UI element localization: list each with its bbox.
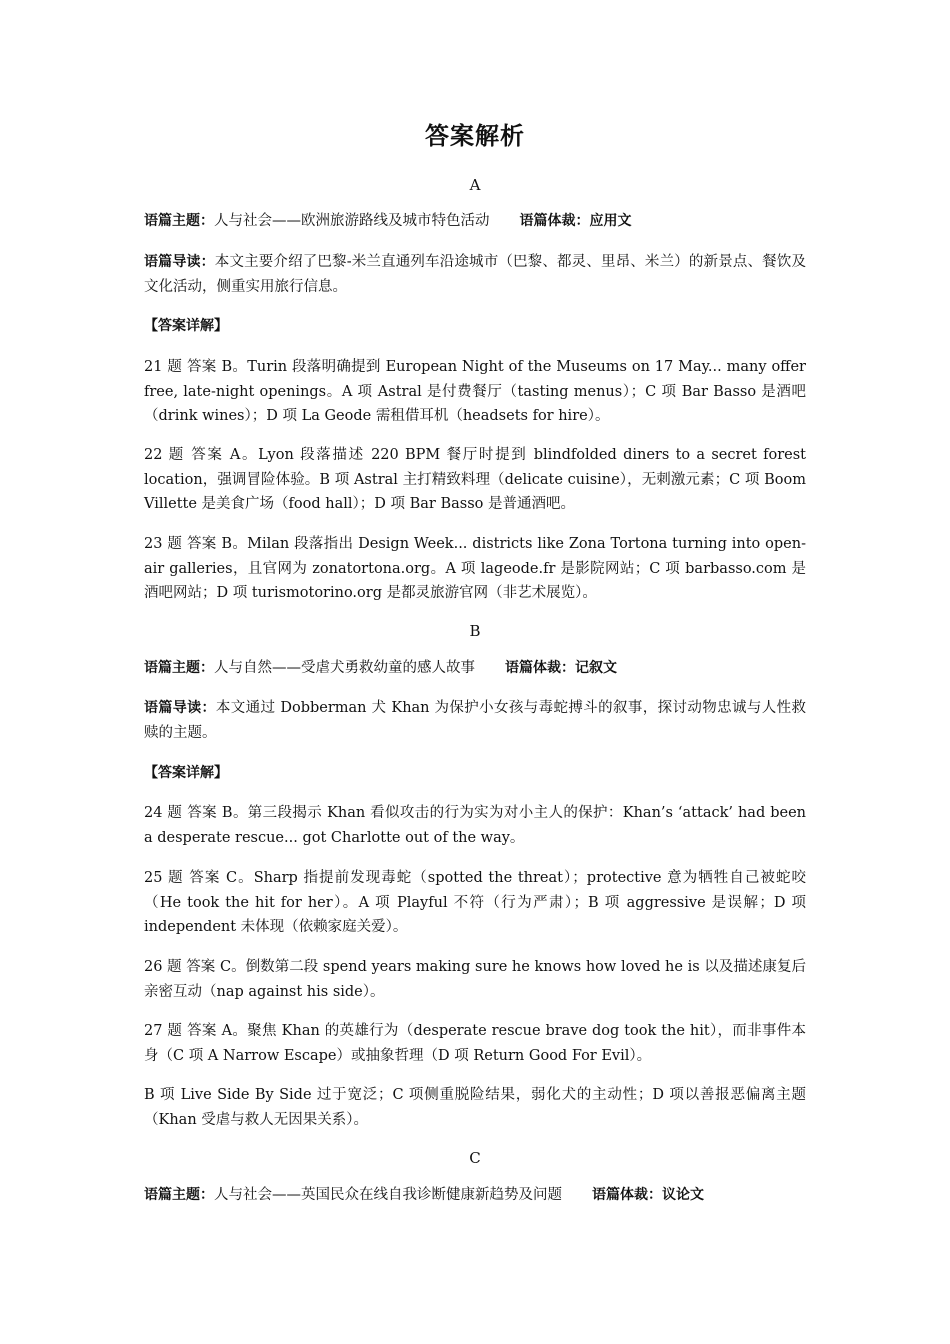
intro-text: 本文主要介绍了巴黎-米兰直通列车沿途城市（巴黎、都灵、里昂、米兰）的新景点、餐饮及文化活动，侧重实用旅行信息。 (144, 254, 806, 295)
answer-item-26: 26 题 答案 C。倒数第二段 spend years making sure he knows how loved he is 以及描述康复后亲密互动（nap against his side）。 (144, 959, 806, 1000)
genre-label: 语篇体裁： (519, 213, 590, 229)
section-a-intro (144, 250, 806, 299)
theme-text: 人与社会——英国民众在线自我诊断健康新趋势及问题 (214, 1187, 562, 1203)
section-a-theme-line (144, 209, 806, 234)
answer-item-27-note: B 项 Live Side By Side 过于宽泛；C 项侧重脱险结果，弱化犬的主动性；D 项以善报恶偏离主题（Khan 受虐与救人无因果关系）。 (144, 1087, 806, 1128)
section-c-heading: C (469, 1149, 481, 1167)
theme-label: 语篇主题： (144, 213, 214, 229)
theme-text: 人与自然——受虐犬勇救幼童的感人故事 (214, 660, 475, 676)
detail-heading: 【答案详解】 (144, 318, 228, 334)
theme-label: 语篇主题： (144, 660, 214, 676)
answer-item-23: 23 题 答案 B。Milan 段落指出 Design Week... districts like Zona Tortona turning into open-air galleries，且官网为 zonatortona.org。A 项 lageode.fr 是影院网站；C 项 barbasso.com 是酒吧网站；D 项 turismotorino.org 是都灵旅游官网（非艺术展览）。 (144, 536, 806, 601)
genre-text: 议论文 (662, 1187, 704, 1203)
section-b-detail-heading (144, 761, 806, 786)
theme-label: 语篇主题： (144, 1187, 214, 1203)
section-b-intro (144, 696, 806, 745)
answer-item-27: 27 题 答案 A。聚焦 Khan 的英雄行为（desperate rescue brave dog took the hit），而非事件本身（C 项 A Narrow Escape）或抽象哲理（D 项 Return Good For Evil）。 (144, 1023, 806, 1064)
section-c-theme-line (144, 1183, 806, 1208)
answer-item-21: 21 题 答案 B。Turin 段落明确提到 European Night of the Museums on 17 May... many offer free, late-night openings。A 项 Astral 是付费餐厅（tasting menus）；C 项 Bar Basso 是酒吧（drink wines）；D 项 La Geode 需租借耳机（headsets for hire）。 (144, 359, 806, 424)
intro-text: 本文通过 Dobberman 犬 Khan 为保护小女孩与毒蛇搏斗的叙事，探讨动物忠诚与人性救赎的主题。 (144, 700, 806, 741)
page-title: 答案解析 (425, 122, 525, 150)
section-a-heading: A (469, 176, 481, 194)
section-a-detail-heading (144, 314, 806, 339)
answer-item-22: 22 题 答案 A。Lyon 段落描述 220 BPM 餐厅时提到 blindfolded diners to a secret forest location，强调冒险体验。B 项 Astral 主打精致料理（delicate cuisine），无刺激元素；C 项 Boom Villette 是美食广场（food hall）；D 项 Bar Basso 是普通酒吧。 (144, 447, 806, 512)
genre-label: 语篇体裁： (592, 1187, 662, 1203)
genre-text: 应用文 (589, 213, 632, 229)
answer-item-25: 25 题 答案 C。Sharp 指提前发现毒蛇（spotted the threat）；protective 意为牺牲自己被蛇咬（He took the hit for her）。A 项 Playful 不符（行为严肃）；B 项 aggressive 是误解；D 项 independent 未体现（依赖家庭关爱）。 (144, 870, 806, 935)
genre-label: 语篇体裁： (505, 660, 575, 676)
detail-heading: 【答案详解】 (144, 765, 228, 781)
section-b-heading: B (469, 622, 481, 640)
answer-item-24: 24 题 答案 B。第三段揭示 Khan 看似攻击的行为实为对小主人的保护：Khan’s ‘attack’ had been a desperate rescue... got Charlotte out of the way。 (144, 805, 806, 846)
section-b-theme-line (144, 656, 806, 681)
genre-text: 记叙文 (575, 660, 617, 676)
theme-text: 人与社会——欧洲旅游路线及城市特色活动 (214, 213, 490, 229)
intro-label: 语篇导读： (144, 254, 215, 270)
intro-label: 语篇导读： (144, 700, 216, 716)
